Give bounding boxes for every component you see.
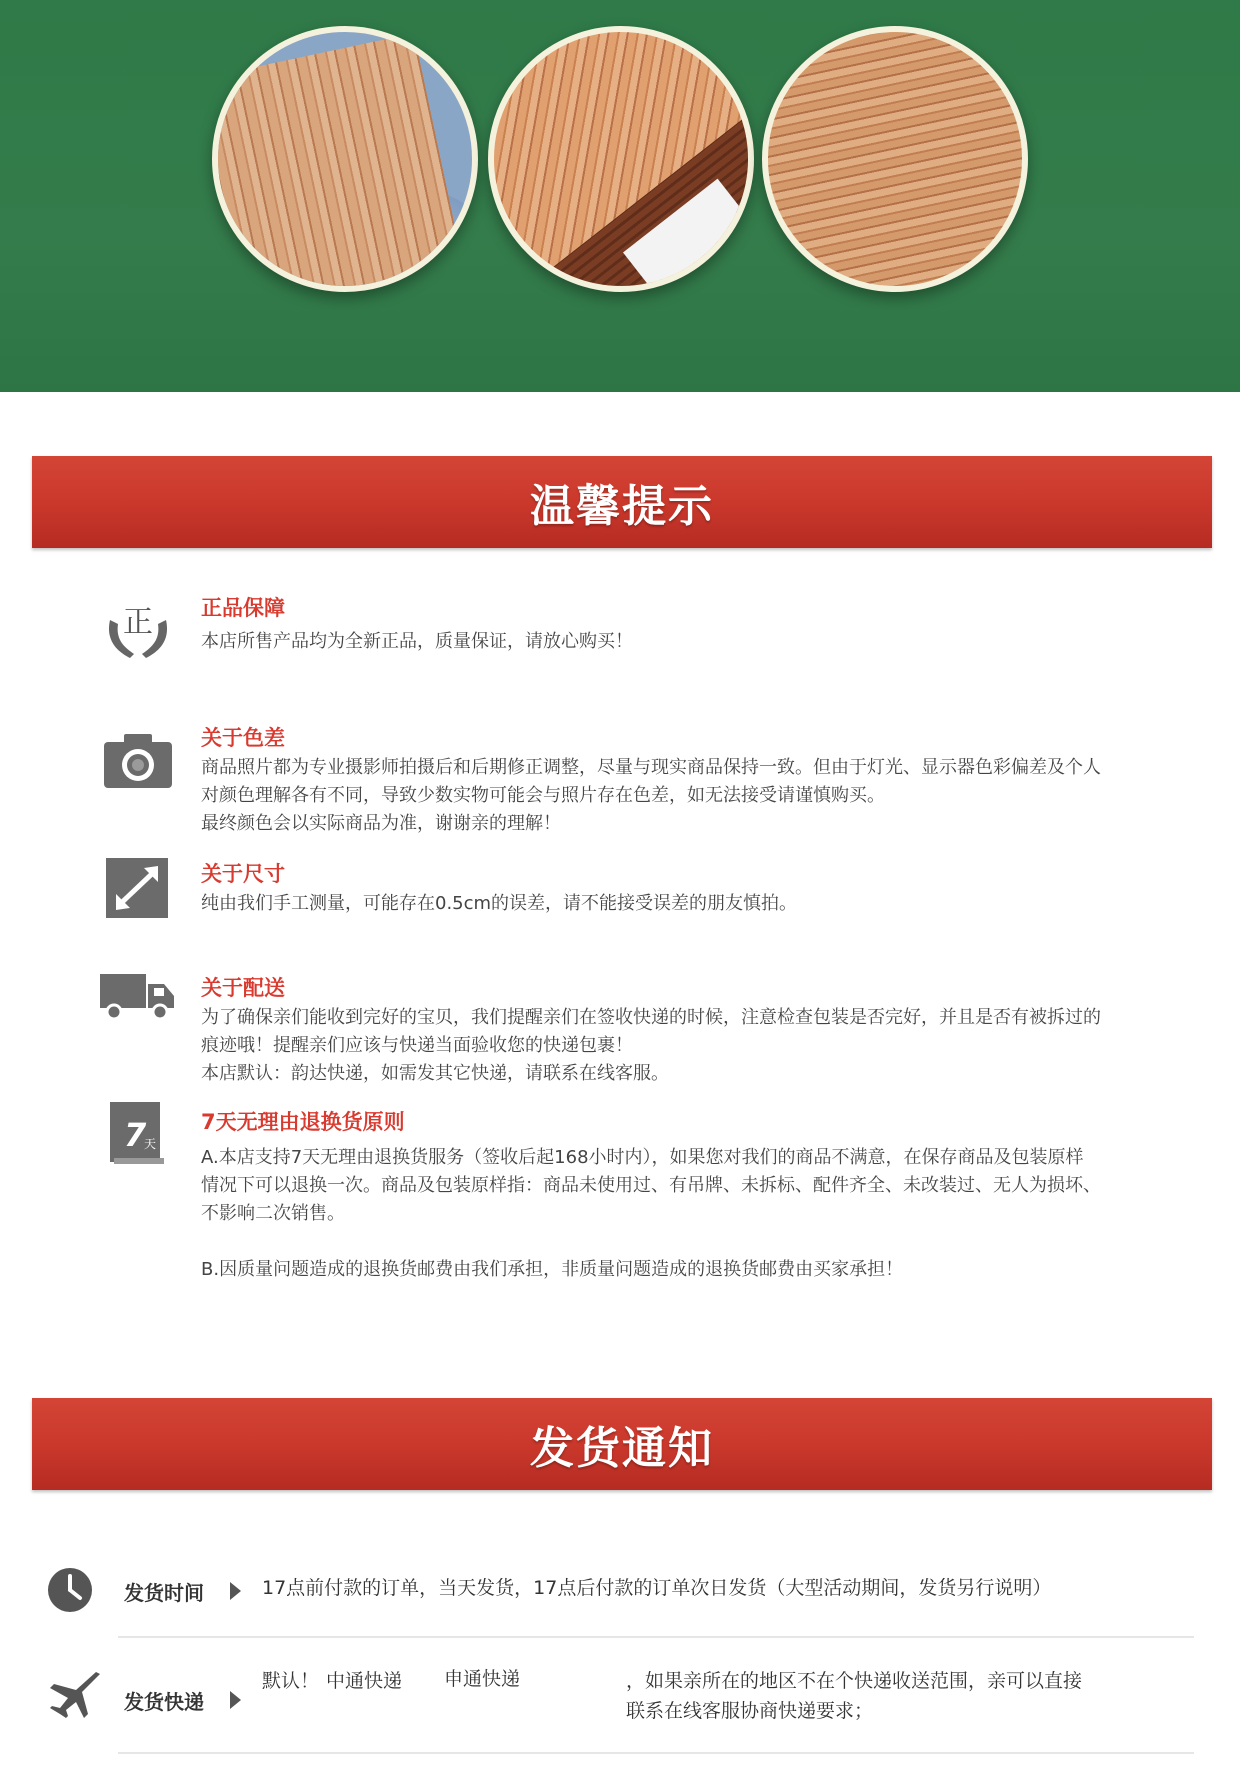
bamboo-mat-rolled-photo xyxy=(212,26,478,292)
tips-banner xyxy=(32,456,1212,548)
genuine-hands-icon xyxy=(100,598,176,662)
tip-title-return: 7天无理由退换货原则 xyxy=(201,1110,405,1134)
tip-text-delivery: 为了确保亲们能收到完好的宝贝，我们提醒亲们在签收快递的时候，注意检查包装是否完好，并且是否有被拆过的 痕迹哦！提醒亲们应该与快递当面验收您的快递包裹！ 本店默认：韵达快递，如需发其它快递，请联系在线客服。 xyxy=(201,1007,1101,1084)
tip-title-delivery: 关于配送 xyxy=(201,976,285,1000)
shipping-courier-row xyxy=(40,1660,1200,1740)
shipping-courier-prefix: 默认！ xyxy=(262,1670,320,1692)
camera-icon xyxy=(100,728,176,792)
product-photo-band xyxy=(0,0,1240,392)
tip-title-color: 关于色差 xyxy=(201,726,285,750)
shipping-banner xyxy=(32,1398,1212,1490)
shipping-time-arrow xyxy=(230,1582,241,1600)
tips-banner-title: 温馨提示 xyxy=(530,481,714,532)
tip-text-return-b: B.因质量问题造成的退换货邮费由我们承担，非质量问题造成的退换货邮费由买家承担！ xyxy=(201,1259,904,1280)
shipping-divider-2 xyxy=(118,1752,1194,1754)
resize-arrow-icon xyxy=(100,856,176,920)
seven-day-unit: 天 xyxy=(144,1137,157,1151)
shipping-courier-arrow xyxy=(230,1691,241,1709)
tip-text-color: 商品照片都为专业摄影师拍摄后和后期修正调整，尽量与现实商品保持一致。但由于灯光、显示器色彩偏差及个人 对颜色理解各有不同，导致少数实物可能会与照片存在色差，如无法接受请谨慎购买。 最终颜色会以实际商品为准，谢谢亲的理解！ xyxy=(201,757,1101,834)
shipping-divider-1 xyxy=(118,1636,1194,1638)
shipping-time-label: 发货时间 xyxy=(124,1581,204,1605)
courier-1-logo-text: 中通快递 xyxy=(326,1670,403,1692)
svg-text:正: 正 xyxy=(123,605,153,640)
tip-text-genuine: 本店所售产品均为全新正品，质量保证，请放心购买！ xyxy=(201,631,633,652)
shipping-banner-title: 发货通知 xyxy=(530,1423,714,1474)
clock-icon xyxy=(46,1566,94,1614)
bamboo-mat-edge-photo xyxy=(488,26,754,292)
shipping-courier-text: ，如果亲所在的地区不在个快递收送范围，亲可以直接 联系在线客服协商快递要求； xyxy=(626,1670,1083,1722)
tip-title-genuine: 正品保障 xyxy=(201,596,285,620)
seven-day-calendar-icon xyxy=(100,1096,176,1168)
shipping-time-row xyxy=(40,1562,1200,1622)
shipping-time-text: 17点前付款的订单，当天发货，17点后付款的订单次日发货（大型活动期间，发货另行说明） xyxy=(262,1577,1052,1599)
tip-text-return: A.本店支持7天无理由退换货服务（签收后起168小时内），如果您对我们的商品不满意，在保存商品及包装原样 情况下可以退换一次。商品及包装原样指：商品未使用过、有吊牌、未拆标、配件齐全、未改装过、无人为损坏、 不影响二次销售。 xyxy=(201,1147,1101,1224)
truck-icon xyxy=(100,964,176,1028)
tip-title-size: 关于尺寸 xyxy=(201,862,285,886)
tip-text-size: 纯由我们手工测量，可能存在0.5cm的误差，请不能接受误差的朋友慎拍。 xyxy=(201,893,798,914)
bamboo-mat-closeup-photo xyxy=(762,26,1028,292)
seven-day-number: 7 xyxy=(124,1116,147,1154)
courier-2-logo-text: 申通快递 xyxy=(444,1668,521,1690)
shipping-courier-label: 发货快递 xyxy=(124,1690,204,1714)
airplane-icon xyxy=(46,1668,100,1722)
